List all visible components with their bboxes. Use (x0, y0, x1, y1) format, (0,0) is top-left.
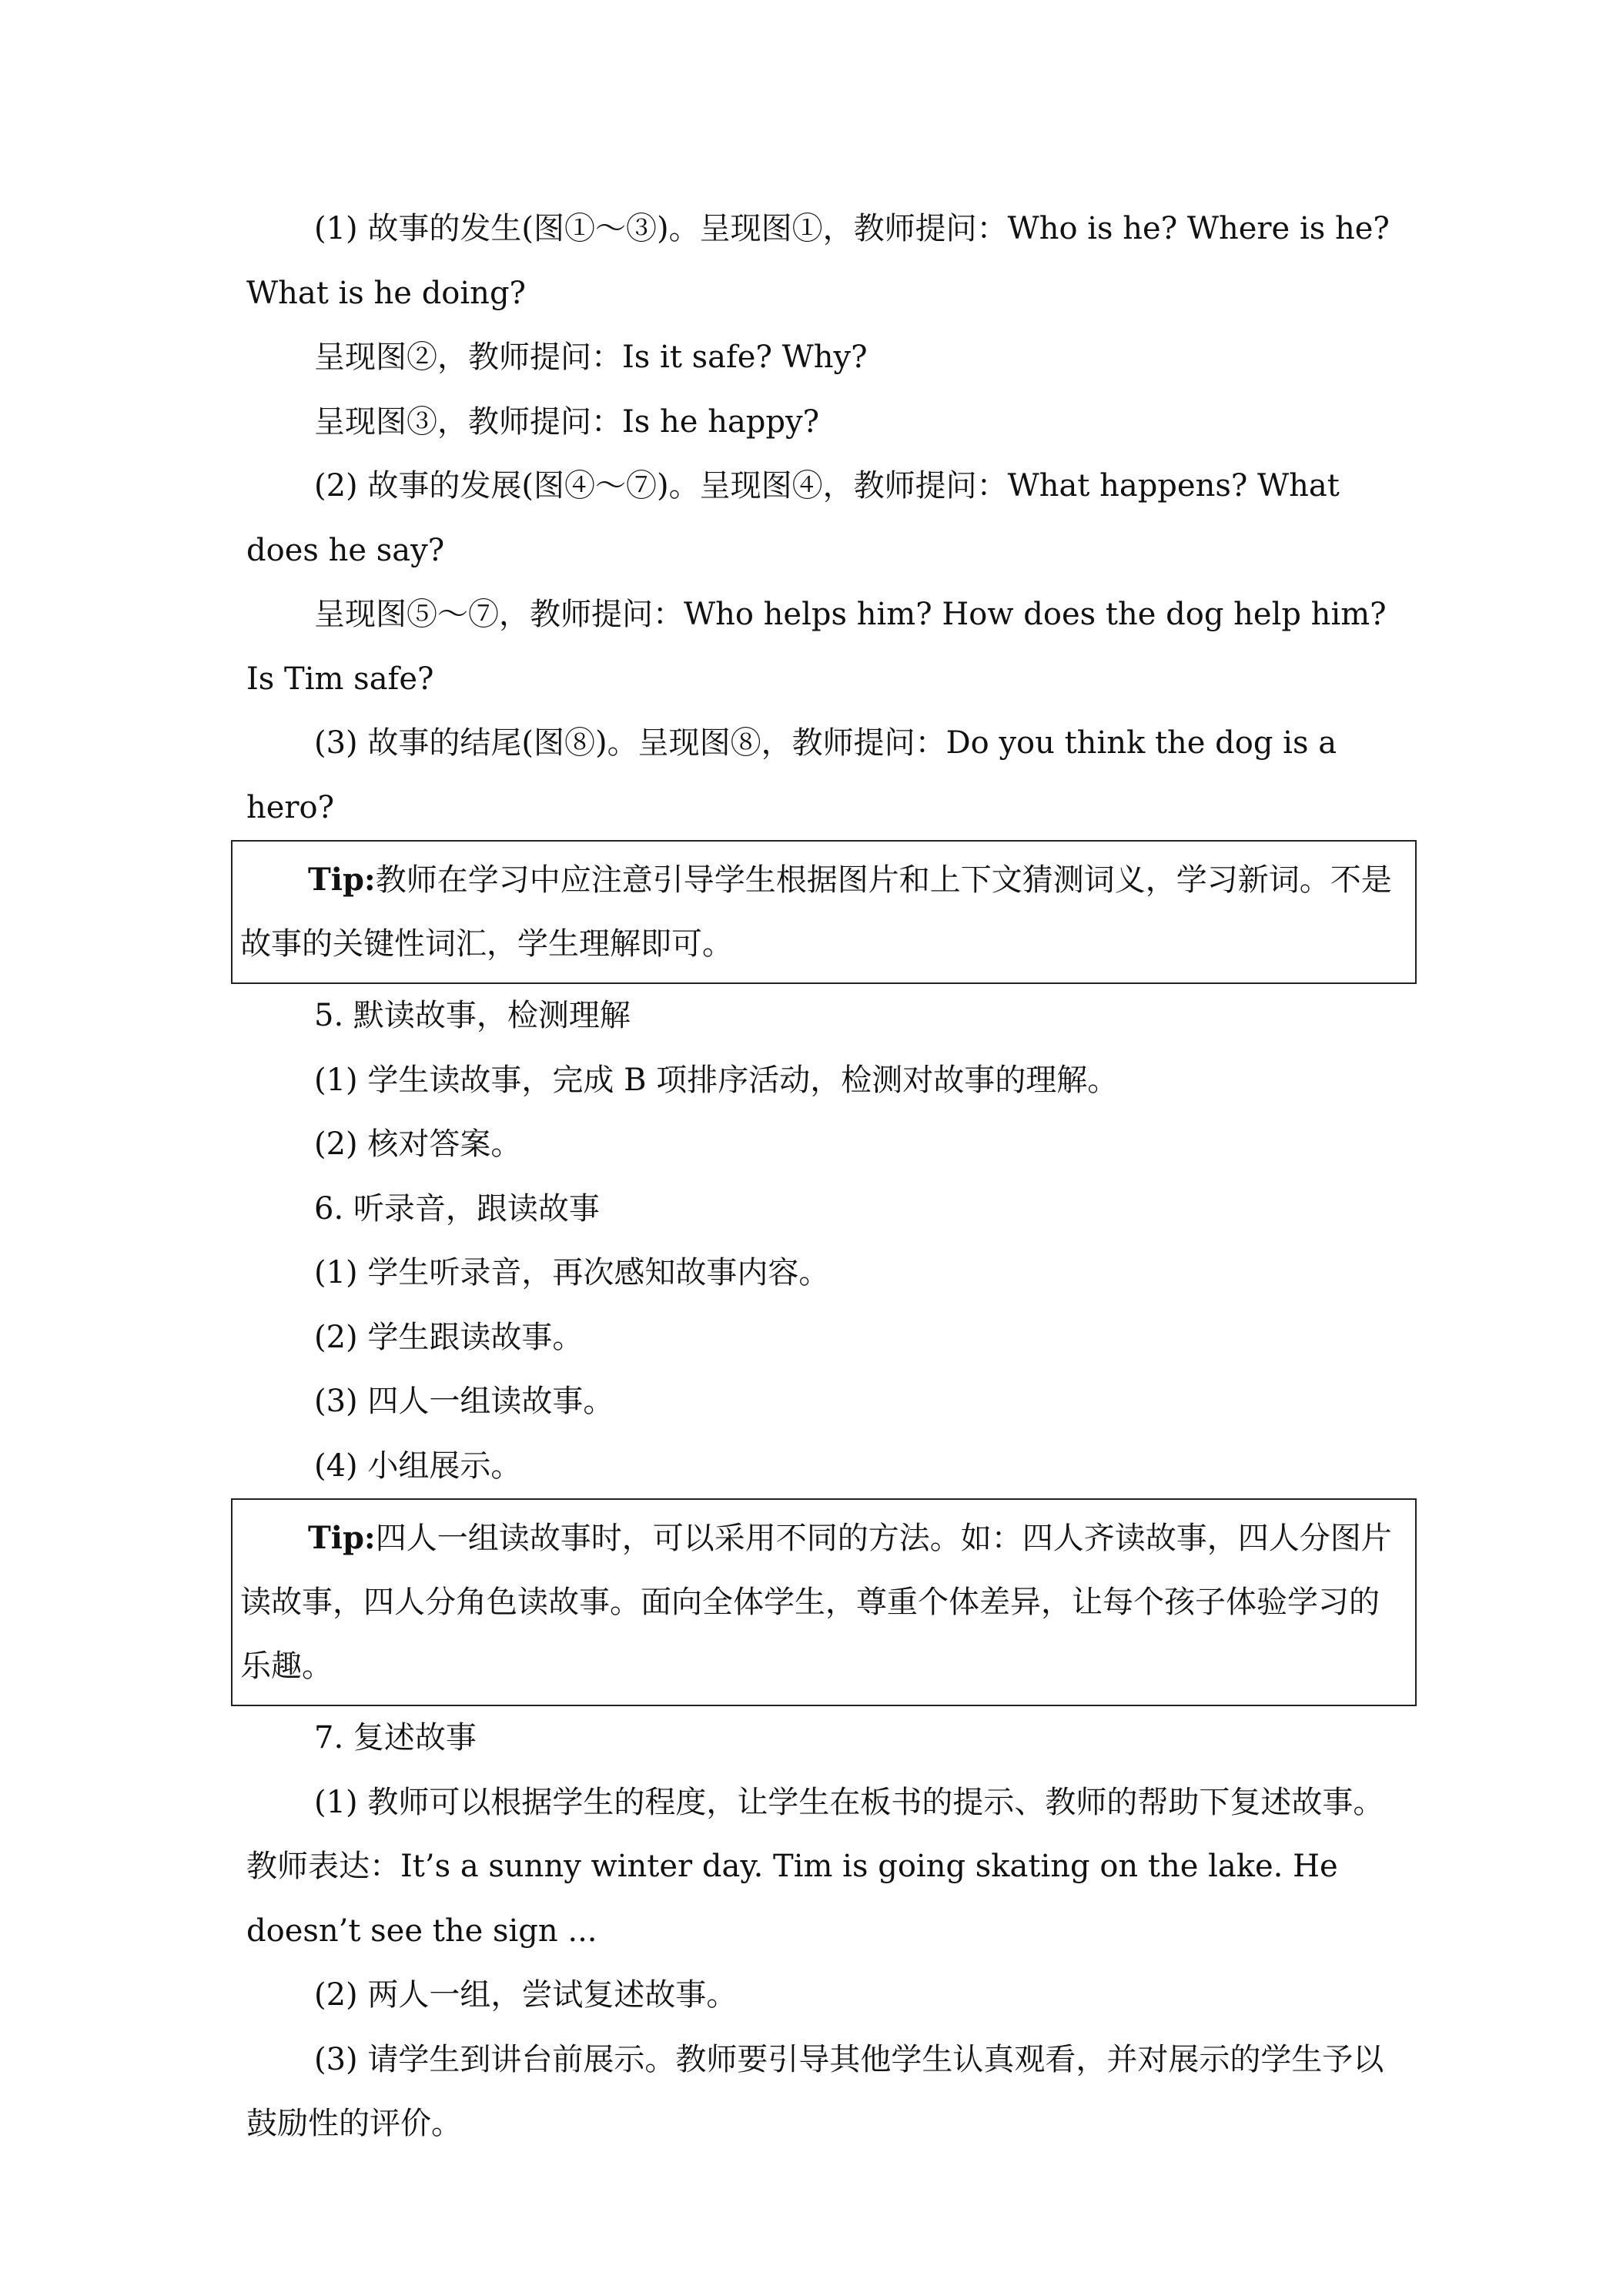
story-pic3-question: 呈现图③，教师提问：Is he happy? (314, 403, 820, 440)
step6-item-1: (1) 学生听录音，再次感知故事内容。 (314, 1255, 830, 1290)
step6-item-4: (4) 小组展示。 (314, 1448, 522, 1484)
step5-item-1: (1) 学生读故事，完成 B 项排序活动，检测对故事的理解。 (314, 1062, 1119, 1098)
tip-box-1 (231, 840, 1417, 984)
step6-item-2: (2) 学生跟读故事。 (314, 1319, 584, 1355)
step7-item-3: (3) 请学生到讲台前展示。教师要引导其他学生认真观看，并对展示的学生予以鼓励性的评价。 (246, 2041, 1384, 2141)
tip-text-1 (240, 848, 1407, 976)
step6-item-3: (3) 四人一组读故事。 (314, 1384, 614, 1419)
step7-item-2: (2) 两人一组，尝试复述故事。 (314, 1977, 738, 2013)
step6-title: 6. 听录音，跟读故事 (314, 1190, 600, 1227)
story-pic5-7-question: 呈现图⑤～⑦，教师提问：Who helps him? How does the dog help him? Is Tim safe? (246, 597, 1387, 697)
step7-title: 7. 复述故事 (314, 1720, 477, 1755)
story-beginning: (1) 故事的发生(图①～③)。呈现图①，教师提问：Who is he? Where is he? What is he doing? (246, 211, 1390, 311)
tip-content-1: 教师在学习中应注意引导学生根据图片和上下文猜测词义，学习新词。不是故事的关键性词汇，学生理解即可。 (240, 862, 1392, 962)
story-pic2-question: 呈现图②，教师提问：Is it safe? Why? (314, 340, 868, 375)
story-development: (2) 故事的发展(图④～⑦)。呈现图④，教师提问：What happens? What does he say? (246, 468, 1340, 568)
tip-content-2: 四人一组读故事时，可以采用不同的方法。如：四人齐读故事，四人分图片读故事，四人分角色读故事。面向全体学生，尊重个体差异，让每个孩子体验学习的乐趣。 (240, 1521, 1392, 1684)
tip-box-2 (231, 1498, 1417, 1706)
tip-label-1: Tip: (308, 862, 376, 898)
story-ending: (3) 故事的结尾(图⑧)。呈现图⑧，教师提问：Do you think the dog is a hero? (246, 725, 1337, 825)
document-page (240, 197, 1401, 2157)
tip-text-2 (240, 1506, 1407, 1699)
tip-label-2: Tip: (308, 1520, 376, 1556)
step5-item-2: (2) 核对答案。 (314, 1126, 522, 1162)
step7-item-1: (1) 教师可以根据学生的程度，让学生在板书的提示、教师的帮助下复述故事。教师表达：It’s a sunny winter day. Tim is going skating on the lake. He doesn’t see the sign ... (246, 1784, 1384, 1949)
step5-title: 5. 默读故事，检测理解 (314, 998, 631, 1033)
